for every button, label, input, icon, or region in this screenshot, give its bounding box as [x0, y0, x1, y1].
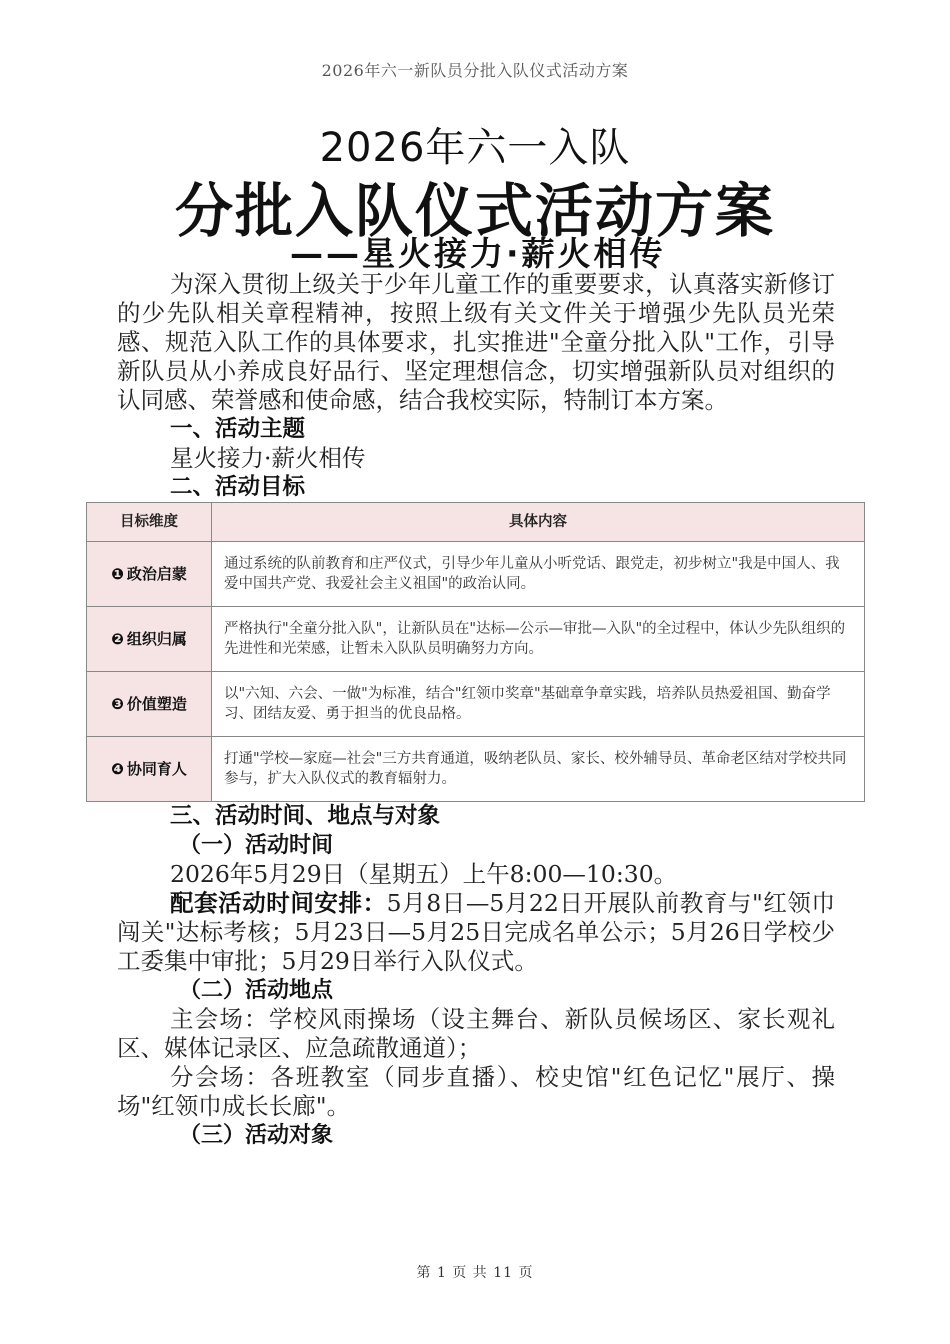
main-venue: 主会场：学校风雨操场（设主舞台、新队员候场区、家长观礼区、媒体记录区、应急疏散通道）；: [117, 1005, 835, 1062]
section-3-sub-3-heading: （三）活动对象: [179, 1123, 334, 1148]
section-3-sub-1-heading: （一）活动时间: [179, 833, 334, 858]
section-3-heading: 三、活动时间、地点与对象: [170, 803, 441, 829]
goal-dimension: 价值塑造: [126, 695, 187, 713]
goal-dimension: 组织归属: [126, 630, 187, 648]
section-1-text: 星火接力·薪火相传: [170, 444, 366, 472]
title-line-2: 分批入队仪式活动方案: [174, 177, 775, 245]
circled-number-icon: ❹: [111, 760, 124, 778]
section-2-heading: 二、活动目标: [170, 474, 306, 500]
document-body: [111, 270, 847, 1150]
goal-content: 以"六知、六会、一做"为标准，结合"红领巾奖章"基础章争章实践，培养队员热爱祖国、勤奋学习、团结友爱、勇于担当的优良品格。: [212, 672, 865, 737]
goal-dimension: 协同育人: [126, 760, 187, 778]
page-footer: 第 1 页 共 11 页: [416, 1265, 534, 1281]
section-3-sub-2-heading: （二）活动地点: [179, 978, 334, 1003]
goal-dimension-cell: [87, 737, 212, 802]
intro-paragraph: 为深入贯彻上级关于少年儿童工作的重要要求，认真落实新修订的少先队相关章程精神，按照上级有关文件关于增强少先队员光荣感、规范入队工作的具体要求，扎实推进"全童分批入队"工作，引导新队员从小养成良好品行、坚定理想信念，切实增强新队员对组织的认同感、荣誉感和使命感，结合我校实际，特制订本方案。: [117, 270, 835, 414]
goal-content: 通过系统的队前教育和庄严仪式，引导少年儿童从小听党话、跟党走，初步树立"我是中国人、我爱中国共产党、我爱社会主义祖国"的政治认同。: [212, 542, 865, 607]
title-line-1: 2026年六一入队: [319, 125, 631, 171]
circled-number-icon: ❶: [111, 565, 124, 583]
section-1-heading: 一、活动主题: [170, 416, 306, 442]
goals-header-dimension: 目标维度: [87, 503, 212, 542]
schedule-paragraph: [117, 889, 835, 976]
goal-dimension: 政治启蒙: [126, 565, 187, 583]
schedule-text: 5月8日—5月22日开展队前教育与"红领巾闯关"达标考核；5月23日—5月25日完成名单公示；5月26日学校少工委集中审批；5月29日举行入队仪式。: [117, 889, 835, 975]
goals-table: [86, 502, 865, 802]
schedule-label: 配套活动时间安排：: [170, 889, 387, 917]
goal-dimension-cell: [87, 672, 212, 737]
goals-header-content: 具体内容: [212, 503, 865, 542]
goal-dimension-cell: [87, 542, 212, 607]
circled-number-icon: ❸: [111, 695, 124, 713]
goal-dimension-cell: [87, 607, 212, 672]
sub-venue: 分会场：各班教室（同步直播）、校史馆"红色记忆"展厅、操场"红领巾成长长廊"。: [117, 1063, 835, 1120]
table-row: [87, 607, 865, 672]
circled-number-icon: ❷: [111, 630, 124, 648]
title-subtitle: ——星火接力·薪火相传: [290, 234, 666, 273]
goals-table-header-row: [87, 503, 865, 542]
goal-content: 严格执行"全童分批入队"，让新队员在"达标—公示—审批—入队"的全过程中，体认少先队组织的先进性和光荣感，让暂未入队队员明确努力方向。: [212, 607, 865, 672]
table-row: [87, 737, 865, 802]
table-row: [87, 672, 865, 737]
table-row: [87, 542, 865, 607]
goal-content: 打通"学校—家庭—社会"三方共育通道，吸纳老队员、家长、校外辅导员、革命老区结对学校共同参与，扩大入队仪式的教育辐射力。: [212, 737, 865, 802]
running-header: 2026年六一新队员分批入队仪式活动方案: [321, 61, 629, 80]
activity-time: 2026年5月29日（星期五）上午8:00—10:30。: [170, 860, 678, 888]
